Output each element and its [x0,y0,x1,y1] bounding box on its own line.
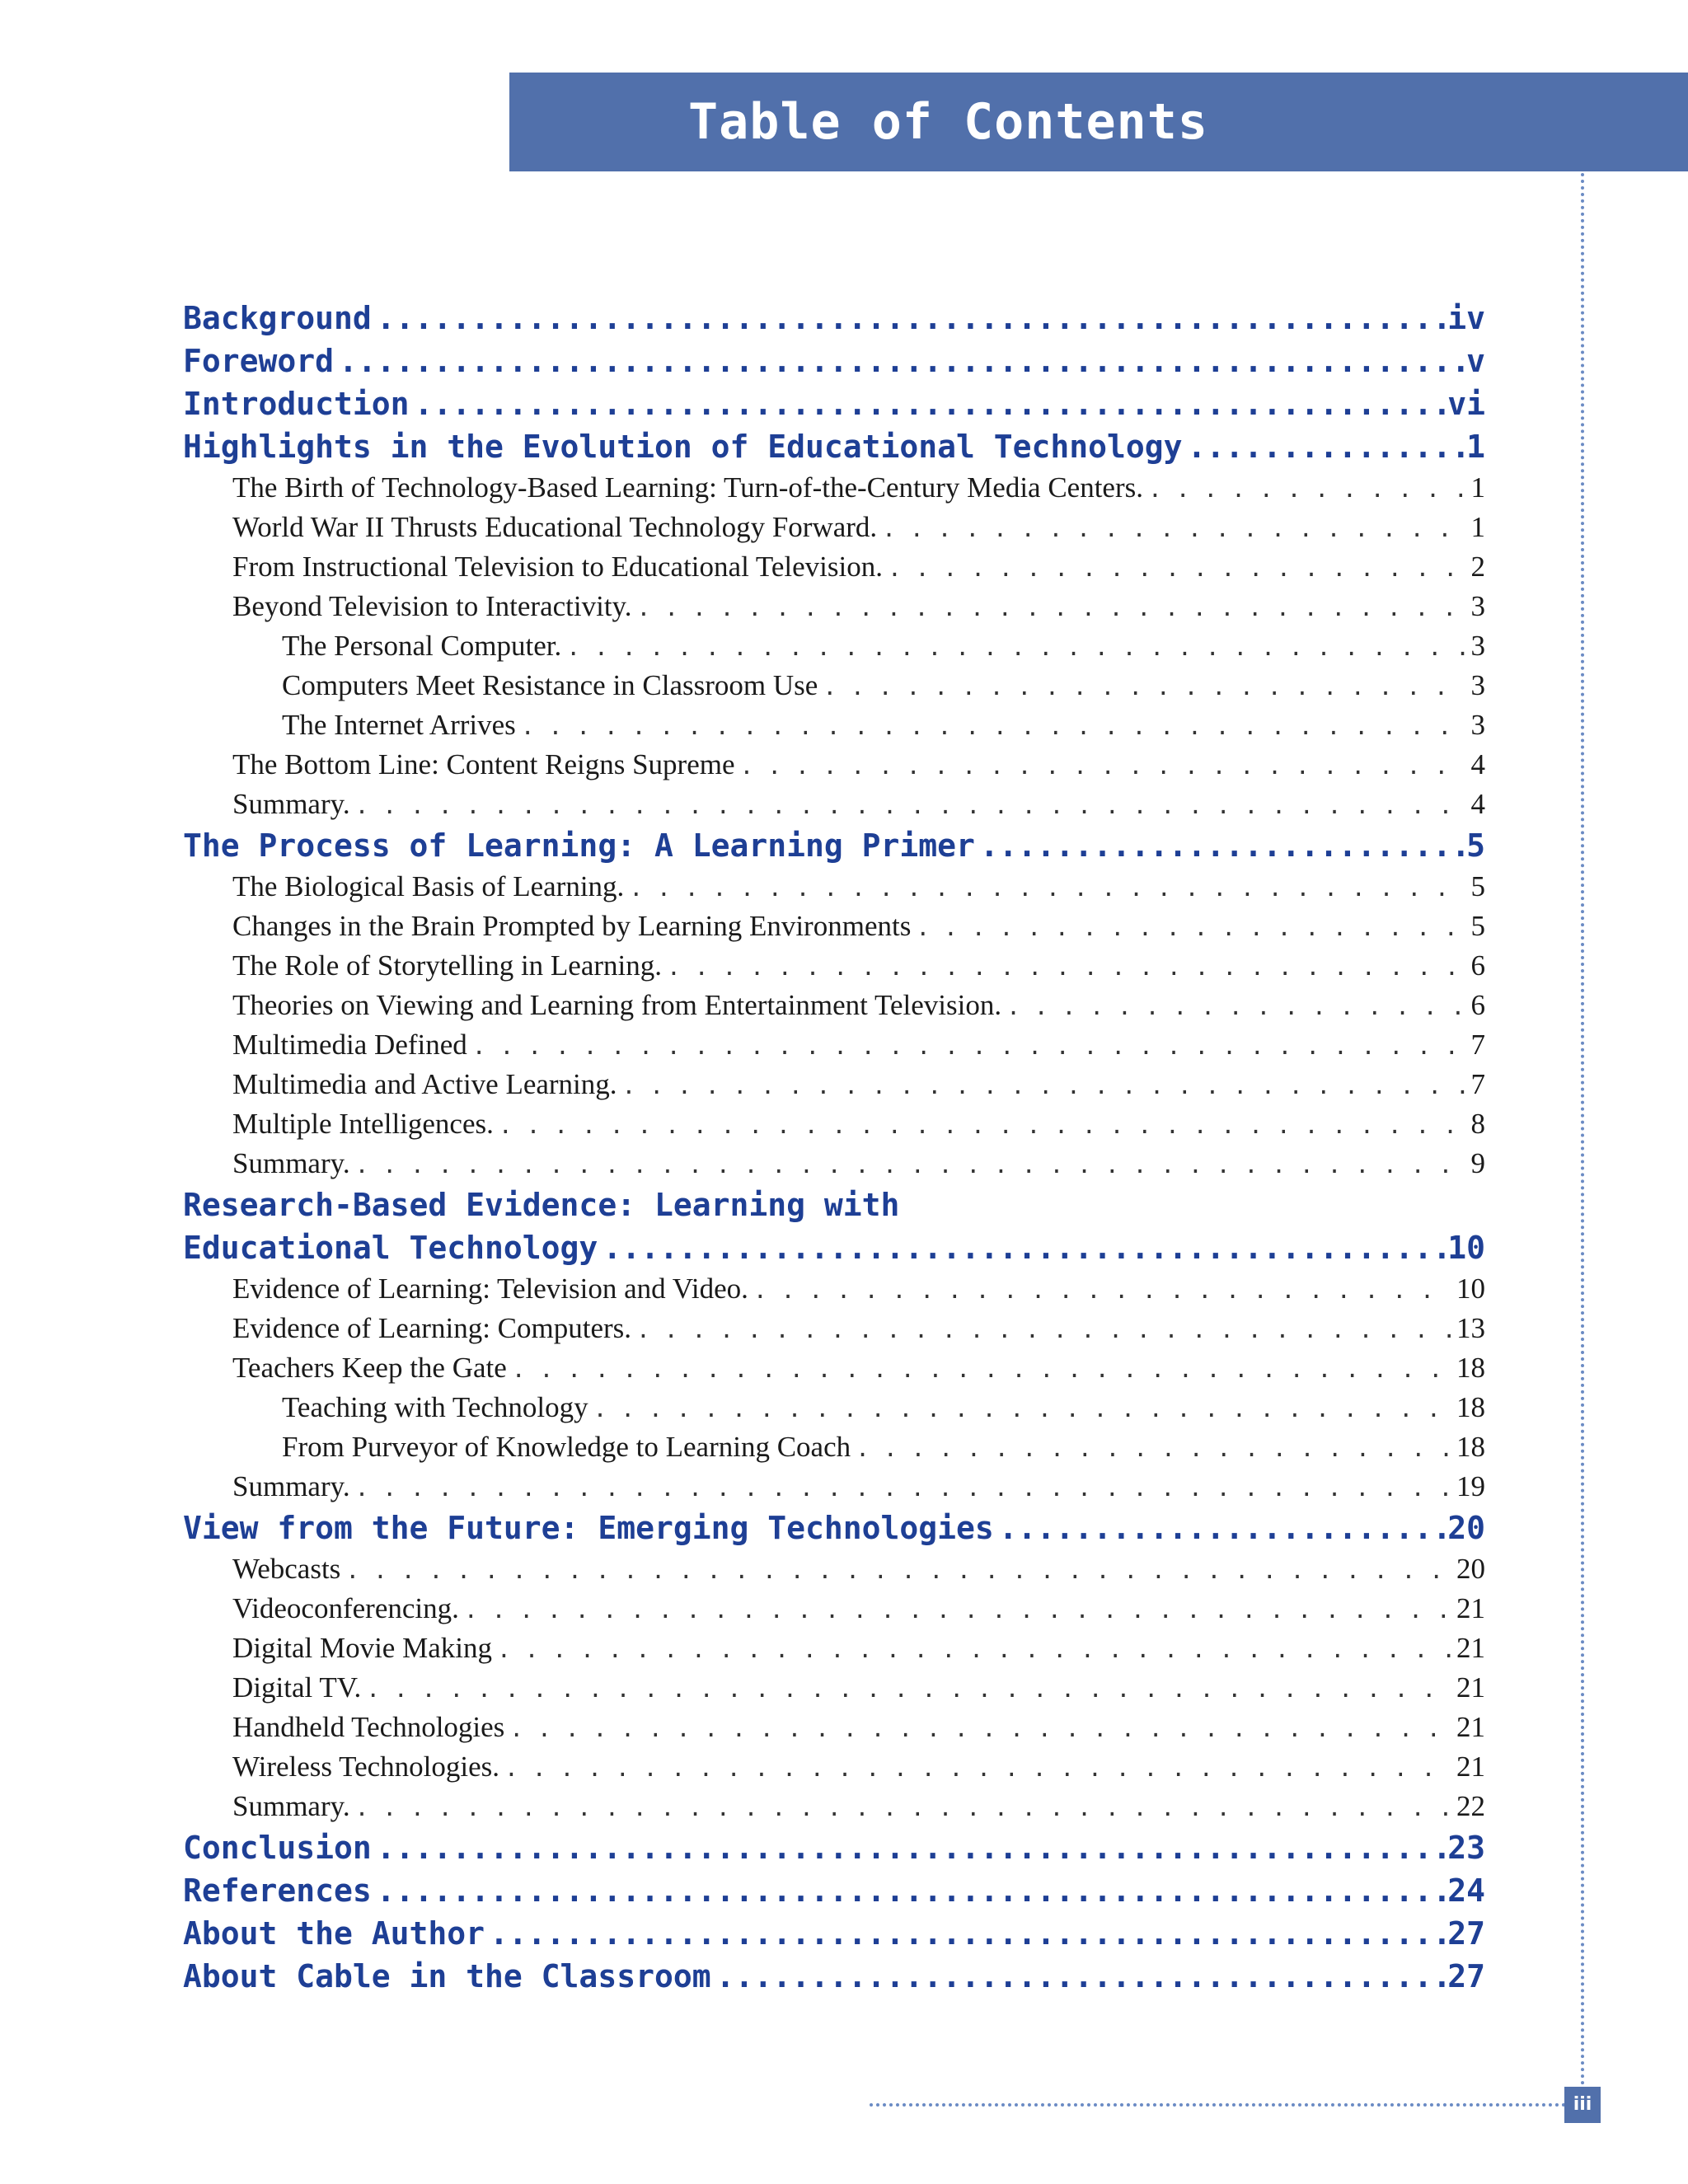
toc-entry-title: Beyond Television to Interactivity. [232,590,632,622]
toc-dot-leader [1148,470,1466,508]
toc-section-entry[interactable] [183,340,1485,382]
toc-subsection-entry[interactable] [183,1309,1485,1348]
toc-subsection-entry[interactable] [183,1747,1485,1787]
toc-entry-title: Teaching with Technology [282,1391,588,1423]
toc-entry-title: The Personal Computer. [282,630,562,662]
toc-subsection-entry[interactable] [183,1629,1485,1668]
toc-subsection-entry[interactable] [183,1348,1485,1388]
toc-entry-page: 22 [1456,1790,1485,1822]
toc-subsection-entry[interactable] [183,547,1485,587]
toc-subsection-entry[interactable] [183,1025,1485,1065]
toc-entry-title: View from the Future: Emerging Technologies [183,1510,994,1546]
toc-dot-leader [355,786,1466,824]
toc-entry-title: Digital TV. [232,1671,362,1704]
toc-dot-leader [377,1869,1446,1912]
toc-subsection-entry[interactable] [183,1708,1485,1747]
toc-entry-page: 10 [1447,1230,1485,1266]
toc-subsection-entry[interactable] [183,867,1485,907]
toc-subsection-entry[interactable] [183,986,1485,1025]
toc-entry-page: 23 [1447,1830,1485,1866]
toc-dot-leader [509,1709,1451,1747]
toc-entry-page: 10 [1456,1272,1485,1305]
toc-entry-page: 1 [1466,429,1485,465]
toc-entry-title: Wireless Technologies. [232,1750,500,1783]
toc-section-entry[interactable] [183,297,1485,340]
toc-entry-title: Summary. [232,1147,350,1179]
toc-entry-title: Videoconferencing. [232,1592,459,1624]
toc-dot-leader [472,1027,1466,1065]
toc-dot-leader [355,1146,1466,1183]
toc-entry-page: 2 [1470,551,1485,583]
toc-subsection-entry[interactable] [183,946,1485,986]
toc-entry-title: Teachers Keep the Gate [232,1352,507,1384]
toc-entry-title: The Internet Arrives [282,709,516,741]
toc-entry-page: 6 [1470,989,1485,1021]
toc-dot-leader [355,1788,1451,1826]
toc-entry-title: Summary. [232,1790,350,1822]
toc-entry-title: About the Author [183,1915,485,1952]
toc-dot-leader [415,382,1447,425]
toc-section-entry[interactable] [183,1226,1485,1269]
toc-dot-leader [980,824,1465,867]
toc-entry-page: 21 [1456,1632,1485,1664]
toc-dot-leader [366,1670,1451,1708]
toc-entry-page: 18 [1456,1431,1485,1463]
toc-entry-title: Multimedia Defined [232,1029,467,1061]
toc-entry-page: 7 [1470,1068,1485,1100]
toc-dot-leader [593,1390,1451,1427]
toc-entry-page: 8 [1470,1108,1485,1140]
toc-section-entry[interactable] [183,1912,1485,1955]
toc-dot-leader [345,1551,1451,1589]
toc-dot-leader [377,1826,1446,1869]
toc-dot-leader [499,1106,1466,1144]
toc-entry-page: 5 [1470,910,1485,942]
toc-dot-leader [521,707,1466,745]
toc-entry-title: The Role of Storytelling in Learning. [232,949,663,982]
toc-section-entry[interactable] [183,425,1485,468]
toc-subsection-entry[interactable] [183,1589,1485,1629]
toc-entry-title: The Birth of Technology-Based Learning: Turn-of-the-Century Media Centers. [232,471,1143,504]
toc-entry-page: 21 [1456,1711,1485,1743]
toc-dot-leader [999,1507,1446,1549]
toc-entry-title: Theories on Viewing and Learning from Entertainment Television. [232,989,1002,1021]
toc-entry-page: 5 [1470,870,1485,902]
toc-dot-leader [497,1630,1451,1668]
toc-entry-page: 18 [1456,1352,1485,1384]
toc-entry-page: 27 [1447,1915,1485,1952]
toc-entry-title: From Instructional Television to Educational Television. [232,551,883,583]
toc-dot-leader [490,1912,1446,1955]
toc-entry-page: 7 [1470,1029,1485,1061]
toc-entry-title: World War II Thrusts Educational Technology Forward. [232,511,878,543]
toc-subsection-entry[interactable] [183,1144,1485,1183]
toc-entry-title: Background [183,300,372,336]
toc-dot-leader [856,1429,1451,1467]
toc-entry-title: Introduction [183,386,410,422]
toc-subsection-entry[interactable] [183,1065,1485,1104]
toc-entry-page: 21 [1456,1671,1485,1704]
toc-entry-title: Highlights in the Evolution of Educational Technology [183,429,1183,465]
toc-entry-title: From Purveyor of Knowledge to Learning Coach [282,1431,851,1463]
toc-section-entry[interactable] [183,1507,1485,1549]
toc-entry-page: 6 [1470,949,1485,982]
toc-entry-title: Conclusion [183,1830,372,1866]
toc-dot-leader [512,1350,1451,1388]
toc-dot-leader [888,549,1466,587]
toc-entry-title: Computers Meet Resistance in Classroom Use [282,669,818,701]
toc-entry-title: Summary. [232,788,350,820]
toc-entry-page: 3 [1470,669,1485,701]
toc-dot-leader [622,1066,1466,1104]
toc-section-entry[interactable] [183,824,1485,867]
toc-subsection-entry[interactable] [183,1467,1485,1507]
vertical-dotted-rule [1581,173,1584,2093]
toc-section-entry[interactable] [183,382,1485,425]
toc-dot-leader [504,1749,1451,1787]
toc-entry-page: 21 [1456,1592,1485,1624]
toc-entry-title: Foreword [183,343,335,379]
toc-entry-page: iv [1447,300,1485,336]
toc-dot-leader [823,668,1465,705]
toc-entry-page: 20 [1456,1553,1485,1585]
toc-subsection-entry[interactable] [183,745,1485,785]
toc-dot-leader [753,1271,1451,1309]
table-of-contents [183,297,1485,1998]
toc-dot-leader [603,1226,1446,1269]
toc-subsection-entry[interactable] [183,1269,1485,1309]
toc-entry-title: About Cable in the Classroom [183,1958,711,1994]
toc-entry-title: Evidence of Learning: Television and Video. [232,1272,748,1305]
toc-entry-page: 1 [1470,511,1485,543]
horizontal-dotted-rule [870,2103,1566,2107]
toc-subsection-entry[interactable] [183,666,1485,705]
toc-entry-title: Multiple Intelligences. [232,1108,494,1140]
toc-entry-page: 27 [1447,1958,1485,1994]
toc-entry-page: 4 [1470,748,1485,780]
toc-dot-leader [339,340,1465,382]
toc-entry-title: Webcasts [232,1553,341,1585]
header-band [509,73,1688,171]
toc-entry-page: 19 [1456,1470,1485,1502]
toc-subsection-entry[interactable] [183,1787,1485,1826]
toc-subsection-entry[interactable] [183,785,1485,824]
toc-entry-page: 9 [1470,1147,1485,1179]
toc-entry-title: Changes in the Brain Prompted by Learning Environments [232,910,912,942]
toc-dot-leader [636,1310,1451,1348]
toc-entry-page: 24 [1447,1872,1485,1909]
toc-entry-page: vi [1447,386,1485,422]
toc-subsection-entry[interactable] [183,1668,1485,1708]
toc-entry-title: References [183,1872,372,1909]
toc-entry-page: 5 [1466,827,1485,864]
toc-entry-page: 18 [1456,1391,1485,1423]
toc-entry-title: Digital Movie Making [232,1632,492,1664]
toc-entry-title: Educational Technology [183,1230,598,1266]
toc-subsection-entry[interactable] [183,1549,1485,1589]
toc-section-entry[interactable] [183,1869,1485,1912]
page-number: iii [1564,2087,1601,2123]
toc-entry-title: The Process of Learning: A Learning Primer [183,827,975,864]
toc-dot-leader [667,948,1465,986]
toc-entry-page: 13 [1456,1312,1485,1344]
toc-entry-title: Summary. [232,1470,350,1502]
toc-subsection-entry[interactable] [183,626,1485,666]
toc-entry-page: 21 [1456,1750,1485,1783]
toc-dot-leader [1188,425,1465,468]
toc-section-entry[interactable] [183,1826,1485,1869]
toc-subsection-entry[interactable] [183,587,1485,626]
toc-dot-leader [464,1591,1451,1629]
toc-entry-title: Multimedia and Active Learning. [232,1068,617,1100]
toc-subsection-entry[interactable] [183,705,1485,745]
toc-dot-leader [355,1469,1451,1507]
toc-dot-leader [566,628,1465,666]
toc-entry-page: 1 [1470,471,1485,504]
toc-subsection-entry[interactable] [183,1427,1485,1467]
toc-entry-page: 3 [1470,590,1485,622]
toc-entry-title: The Bottom Line: Content Reigns Supreme [232,748,735,780]
toc-dot-leader [377,297,1446,340]
toc-dot-leader [740,747,1466,785]
toc-entry-page: 3 [1470,630,1485,662]
toc-dot-leader [637,588,1466,626]
toc-subsection-entry[interactable] [183,1104,1485,1144]
toc-entry-title: The Biological Basis of Learning. [232,870,625,902]
toc-dot-leader [1006,987,1465,1025]
page-title: Table of Contents [687,93,1209,151]
toc-subsection-entry[interactable] [183,468,1485,508]
toc-subsection-entry[interactable] [183,1388,1485,1427]
toc-subsection-entry[interactable] [183,508,1485,547]
toc-entry-title: Handheld Technologies [232,1711,505,1743]
toc-entry-title: Evidence of Learning: Computers. [232,1312,632,1344]
toc-entry-page: 4 [1470,788,1485,820]
toc-entry-page: 3 [1470,709,1485,741]
toc-dot-leader [716,1955,1447,1998]
toc-section-entry[interactable] [183,1955,1485,1998]
toc-entry-page: v [1466,343,1485,379]
toc-heading-line[interactable]: Research-Based Evidence: Learning with [183,1187,900,1223]
toc-dot-leader [629,869,1465,907]
toc-dot-leader [882,509,1465,547]
toc-entry-page: 20 [1447,1510,1485,1546]
toc-dot-leader [916,908,1465,946]
toc-subsection-entry[interactable] [183,907,1485,946]
